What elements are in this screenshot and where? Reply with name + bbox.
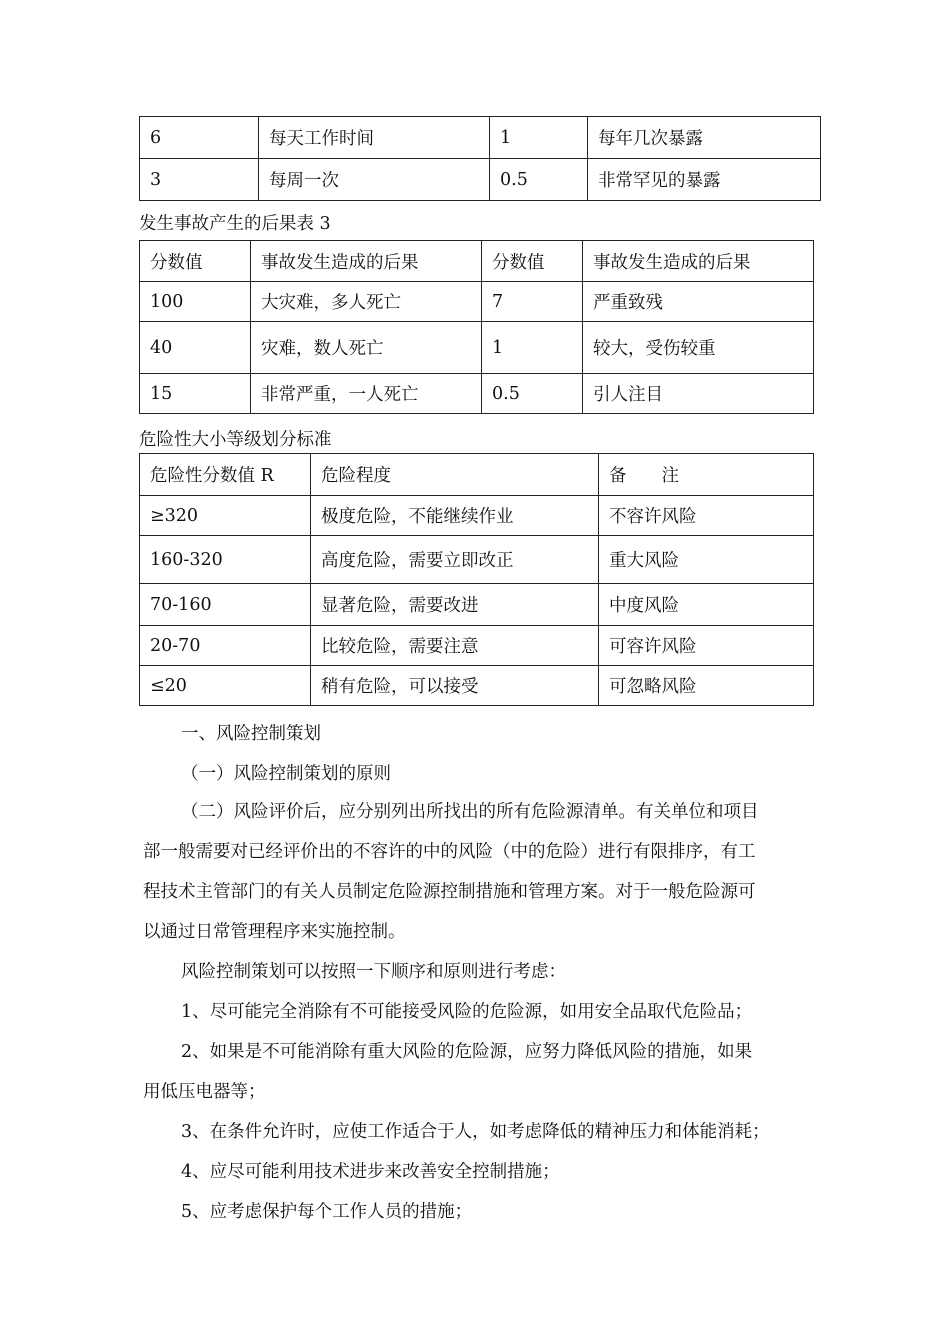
table-row: [140, 626, 814, 666]
table-cell: 严重致残: [583, 282, 814, 322]
table-cell: 重大风险: [599, 536, 814, 584]
table-cell: 可容许风险: [599, 626, 814, 666]
exposure-frequency-table: [139, 116, 821, 201]
column-header: 事故发生造成的后果: [251, 241, 482, 282]
risk-level-table: [139, 453, 814, 706]
paragraph-line: 程技术主管部门的有关人员制定危险源控制措施和管理方案。对于一般危险源可: [143, 882, 756, 902]
table-row: [140, 374, 814, 414]
table-cell: 20-70: [140, 626, 311, 666]
table-cell: 3: [140, 159, 259, 201]
table-row: [140, 666, 814, 706]
paragraph-line: 部一般需要对已经评价出的不容许的中的风险（中的危险）进行有限排序，有工: [143, 842, 756, 862]
table-cell: 不容许风险: [599, 496, 814, 536]
table-cell: ≥320: [140, 496, 311, 536]
table-cell: 高度危险，需要立即改正: [311, 536, 599, 584]
table-cell: 1: [490, 117, 588, 159]
table-cell: 稍有危险，可以接受: [311, 666, 599, 706]
table-caption: 发生事故产生的后果表 3: [139, 214, 331, 234]
table-cell: 比较危险，需要注意: [311, 626, 599, 666]
table-row: [140, 117, 821, 159]
table-cell: 每年几次暴露: [588, 117, 821, 159]
column-header: 事故发生造成的后果: [583, 241, 814, 282]
table-cell: 6: [140, 117, 259, 159]
table-row: [140, 536, 814, 584]
table-cell: 每天工作时间: [259, 117, 490, 159]
table-cell: 引人注目: [583, 374, 814, 414]
table-header-row: [140, 454, 814, 496]
list-item: 1、尽可能完全消除有不可能接受风险的危险源，如用安全品取代危险品；: [181, 1002, 753, 1022]
table-cell: 0.5: [482, 374, 583, 414]
column-header: 危险性分数值 R: [140, 454, 311, 496]
list-item: 3、在条件允许时，应使工作适合于人，如考虑降低的精神压力和体能消耗；: [181, 1122, 770, 1142]
table-cell: ≤20: [140, 666, 311, 706]
list-item: 4、应尽可能利用技术进步来改善安全控制措施；: [181, 1162, 560, 1182]
list-item: 2、如果是不可能消除有重大风险的危险源，应努力降低风险的措施，如果: [181, 1042, 753, 1062]
table-cell: 大灾难，多人死亡: [251, 282, 482, 322]
table-header-row: [140, 241, 814, 282]
paragraph-line: （二）风险评价后，应分别列出所找出的所有危险源清单。有关单位和项目: [181, 802, 759, 822]
table-cell: 显著危险，需要改进: [311, 584, 599, 626]
table-row: [140, 584, 814, 626]
subsection-heading: （一）风险控制策划的原则: [181, 764, 391, 784]
table-cell: 中度风险: [599, 584, 814, 626]
column-header: 分数值: [140, 241, 251, 282]
table-cell: 每周一次: [259, 159, 490, 201]
table-row: [140, 159, 821, 201]
table-cell: 100: [140, 282, 251, 322]
list-item-continuation: 用低压电器等；: [143, 1082, 266, 1102]
consequence-table: [139, 240, 814, 414]
table-cell: 70-160: [140, 584, 311, 626]
list-item: 5、应考虑保护每个工作人员的措施；: [181, 1202, 473, 1222]
table-cell: 灾难，数人死亡: [251, 322, 482, 374]
table-row: [140, 282, 814, 322]
paragraph: 风险控制策划可以按照一下顺序和原则进行考虑：: [181, 962, 566, 982]
table-cell: 160-320: [140, 536, 311, 584]
table-cell: 非常罕见的暴露: [588, 159, 821, 201]
table-cell: 非常严重，一人死亡: [251, 374, 482, 414]
table-cell: 15: [140, 374, 251, 414]
paragraph-line: 以通过日常管理程序来实施控制。: [143, 922, 406, 942]
table-cell: 40: [140, 322, 251, 374]
table-row: [140, 496, 814, 536]
table-cell: 7: [482, 282, 583, 322]
table-row: [140, 322, 814, 374]
section-heading: 一、风险控制策划: [181, 724, 321, 744]
table-caption: 危险性大小等级划分标准: [139, 430, 332, 450]
column-header: 分数值: [482, 241, 583, 282]
table-cell: 1: [482, 322, 583, 374]
table-cell: 0.5: [490, 159, 588, 201]
table-cell: 极度危险，不能继续作业: [311, 496, 599, 536]
table-cell: 可忽略风险: [599, 666, 814, 706]
table-cell: 较大，受伤较重: [583, 322, 814, 374]
column-header: 备 注: [599, 454, 814, 496]
column-header: 危险程度: [311, 454, 599, 496]
